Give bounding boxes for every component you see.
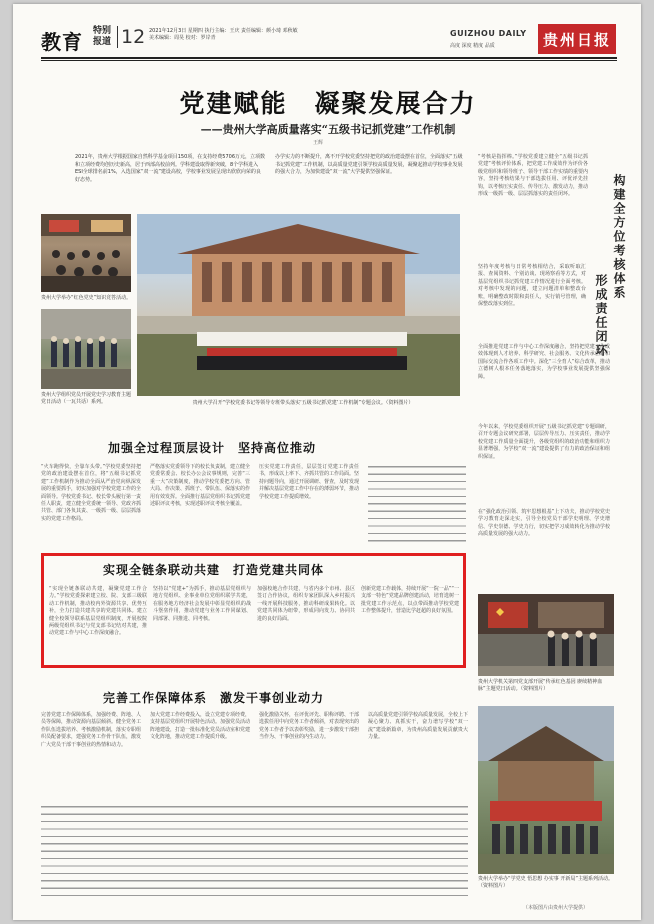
s2-body-1: “实现全链条联动共建，凝聚党建工作合力。”学校党委探索建立校、院、支部三级联动工作机制，推动校内外资源共享、优势互补，全力打造共建共享的党建共同体。建立健全校领导联系基层党组织制度，开展校院两级党组织书记与党支部书记结对共建，推动党建工作与中心工作深度融合。 bbox=[49, 586, 147, 637]
newspaper-page bbox=[13, 4, 641, 920]
caption-quiz-activity: 贵州大学举办“红色党史”知识竞答活动。 bbox=[41, 295, 132, 301]
caption-party-day: 贵州大学组织党员开展党史学习教育主题党日活动（一瓦共话）系列。 bbox=[41, 392, 132, 405]
section-title-1: 加强全过程顶层设计 坚持高位推动 bbox=[108, 441, 317, 455]
photo-party-day bbox=[41, 309, 131, 389]
s2-body-3: 加强校地合作共建，与省内多个市州、县区签订合作协议，组织专家团队深入乡村振兴一线开展科技服务，推动科研成果转化。以党建共同体为纽带，形成同向发力、协同共进的良好局面。 bbox=[257, 586, 355, 622]
s2-body-4: 创新党建工作载体，持续开展“一院一品”“一支部一特色”党建品牌创建活动，培育选树一批党建工作示范点，以点带面推动学校党建工作整体提升，营造比学赶超的良好氛围。 bbox=[361, 586, 459, 615]
section-title-3: 完善工作保障体系 激发干事创业动力 bbox=[103, 691, 325, 705]
s1-body-2: 严格落实党委领导下的校长负责制，建立健全党委常委会、校长办公会议事规则，完善“三重一大”决策制度，推动学校党委把方向、管大局、作决策、抓班子、带队伍、保落实的作用有效发挥。全面推行基层党组织书记抓党建述职评议考核，实现述职评议考核全覆盖。 bbox=[150, 464, 251, 508]
byline: 王辉 bbox=[313, 140, 324, 146]
right-body-5: 在“强化政治引领、筑牢思想根基”上下功夫，推动学校党史学习教育走深走实，引导全校党员干部学史明理、学史增信、学史崇德、学史力行，切实把学习成效转化为推动学校高质量发展的强大动力。 bbox=[478, 509, 610, 538]
masthead-rule bbox=[41, 57, 617, 59]
section-name: 教育 bbox=[41, 30, 83, 54]
paper-tagline: 高度 深度 精度 品质 bbox=[450, 43, 495, 49]
right-body-1: “考核是指挥棒。”学校党委建立健全“五级书记抓党建”考核评价体系，把党建工作成效作为评价各级党组织和领导班子、领导干部工作实绩的重要内容，坚持考核结果与干部选拔任用、评优评先挂钩，以考核压实责任、传导压力、激发动力，推动形成一级抓一级、层层抓落实的责任闭环。 bbox=[478, 154, 589, 198]
caption-branch-activity: 贵州大学机关第四党支部开展“传承红色基因 赓续精神血脉”主题党日活动。（资料图片） bbox=[478, 679, 603, 692]
right-body-2: 坚持年度考核与日常考核相结合，采取听取汇报、查阅资料、个别访谈、现场察看等方式，对基层党组织书记抓党建工作情况进行全面考核。对考核中发现的问题，建立问题清单和整改台账，明确整改时限和责任人，实行销号管理，确保整改落实到位。 bbox=[478, 264, 586, 308]
sub-headline: ——贵州大学高质量落实“五级书记抓党建”工作机制 bbox=[200, 123, 456, 136]
lead-paragraph-right: 办学实力的不断提升，离不开学校党委坚持把党的政治建设摆在首位，全面落实“五级书记抓党建”工作机制，以高质量党建引领学校高质量发展，凝聚起推动学校事业发展的强大合力，为加快建设“双一流”大学提供坚强保证。 bbox=[275, 154, 463, 175]
s1-body-3: 压实党建工作责任，层层签订党建工作责任书，形成以上率下、齐抓共管的工作局面。坚持问题导向，通过开展调研、督查，及时发现并解决基层党建工作中存在的薄弱环节，推动学校党建工作提质增效。 bbox=[259, 464, 360, 500]
s3-body-2: 加大党建工作经费投入，设立党建专项经费，支持基层党组织开展特色活动。加强党员活动阵地建设，打造一批标准化党员活动室和党建文化阵地，推动党建工作提质升级。 bbox=[150, 712, 251, 741]
s3-body-continued-lines bbox=[41, 804, 468, 899]
right-body-3: 全面推进党建工作与中心工作深度融合，坚持把党建工作成效体现到人才培养、科学研究、社会服务、文化传承创新和国际交流合作各项工作中。深化“三全育人”综合改革，推动立德树人根本任务落地落实，为学校事业发展提供坚强保障。 bbox=[478, 344, 610, 380]
photo-history-activity bbox=[478, 706, 614, 874]
lead-paragraph-left: 2021年，贵州大学根据国家自然科学基金项目150项，在支持经费5706万元，立项数和立项经费均创历史新高，居于西部高校前列。学科建设取得新突破，8个学科进入ESI全球排名前1%，入选国家“双一流”建设高校，学校事业发展呈现出欣欣向荣的良好态势。 bbox=[75, 154, 265, 183]
caption-main-group: 贵州大学召开“学校党委书记等领导专班带头落实‘五级书记抓党建’工作机制”专题会议。（资料图片） bbox=[192, 400, 414, 406]
s2-body-2: 坚持以“党建+”为抓手，推动基层党组织与地方党组织、企事业单位党组织联学共建，在服务地方经济社会发展中彰显党组织的战斗堡垒作用，推动党建与业务工作同谋划、同部署、同推进、同考核。 bbox=[153, 586, 251, 622]
s3-body-1: 完善党建工作保障体系，加强经费、阵地、人员等保障，推动资源向基层倾斜。健全党务工作队伍选拔培养、考核激励机制，落实专职组织员配备要求，建强党务工作骨干队伍，激发广大党员干部干事创业的热情和动力。 bbox=[41, 712, 142, 748]
s3-body-4: 以高质量党建引领学校高质量发展，全校上下凝心聚力、真抓实干，奋力谱写学校“双一流”建设新篇章，为贵州高质量发展贡献贵大力量。 bbox=[368, 712, 469, 741]
photo-branch-activity bbox=[478, 594, 614, 676]
s1-body-1: “火车跑得快，全靠车头带。”学校党委坚持把党的政治建设摆在首位，将“五级书记抓党建”工作机制作为推动全面从严治党向纵深发展的重要抓手，切实加强对学校党建工作的全面领导。学校党委书记、校长带头履行第一责任人职责，建立健全党委统一领导、党政齐抓共管、部门各负其责、一级抓一级、层层抓落实的党建工作格局。 bbox=[41, 464, 142, 522]
section-subtitle: 特别报道 bbox=[93, 26, 112, 47]
masthead-rule-thin bbox=[41, 60, 617, 61]
main-headline: 党建赋能 凝聚发展合力 bbox=[179, 89, 477, 118]
section-title-2: 实现全链条联动共建 打造党建共同体 bbox=[103, 563, 325, 577]
vertical-title-1: 构建全方位考核体系 bbox=[612, 174, 626, 300]
vertical-title-2: 形成责任闭环 bbox=[594, 274, 608, 358]
s3-body-3: 强化激励关怀，在评优评先、职称评聘、干部选拔任用中向党务工作者倾斜，对表现突出的党务工作者予以表彰奖励，进一步激发干部担当作为、干事创业的内生动力。 bbox=[259, 712, 360, 741]
issue-meta: 2021年12月3日 星期四 执行主编：王庆 责任编辑：颜小琦 邓秋敏 美术编辑：周昊 校对：罗岸青 bbox=[149, 28, 298, 41]
paper-logo: 贵州日报 bbox=[538, 24, 616, 54]
s1-body-4-lines bbox=[368, 464, 466, 544]
paper-english-name: GUIZHOU DAILY bbox=[450, 29, 527, 38]
photo-main-group bbox=[137, 214, 460, 396]
photo-credit: （本版图片由贵州大学提供） bbox=[523, 905, 589, 911]
page-number: 12 bbox=[117, 26, 145, 48]
photo-quiz-activity bbox=[41, 214, 131, 292]
right-body-4: 今年以来，学校党委组织开展“五级书记抓党建”专题调研，召开专题会议研究部署，层层传导压力、压实责任，推动学校党建工作质量全面提升，各级党组织的政治功能和组织力显著增强，为学校“双一流”建设提供了有力的政治保证和组织保证。 bbox=[478, 424, 610, 460]
caption-history-activity: 贵州大学举办“学党史 悟思想 办实事 开新局”主题系列活动。（资料图片） bbox=[478, 876, 613, 889]
